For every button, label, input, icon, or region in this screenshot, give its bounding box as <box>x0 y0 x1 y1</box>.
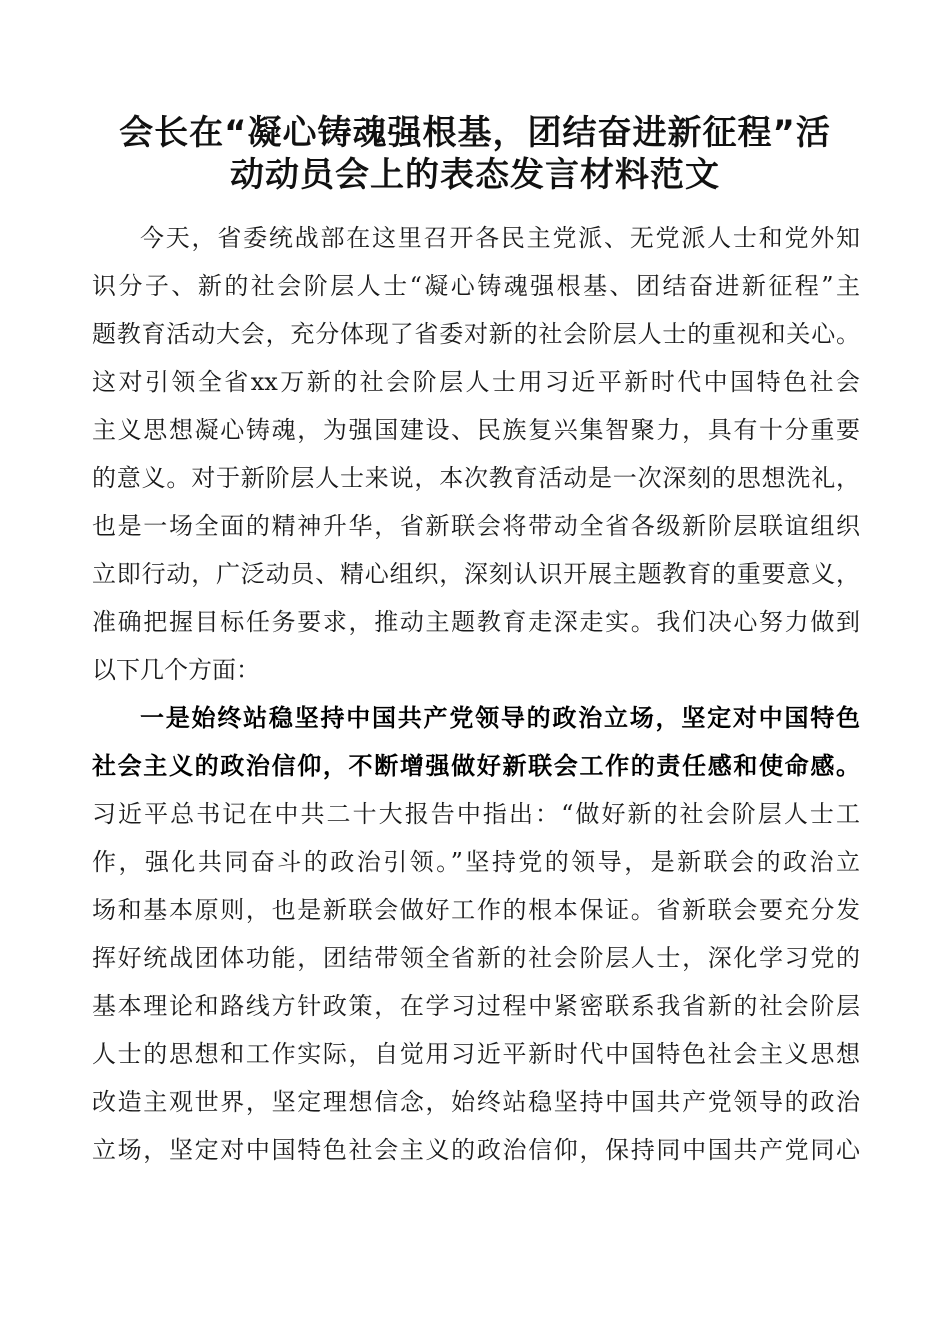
title-line: 会长在“凝心铸魂强根基，团结奋进新征程”活 <box>119 113 831 153</box>
section-heading-line: 社会主义的政治信仰，不断增强做好新联会工作的责任感和使命感。 <box>92 752 860 780</box>
paragraph-line: 以下几个方面： <box>92 656 260 684</box>
paragraph-line: 题教育活动大会，充分体现了省委对新的社会阶层人士的重视和关心。 <box>92 320 860 348</box>
paragraph-line: 准确把握目标任务要求，推动主题教育走深走实。我们决心努力做到 <box>92 608 860 636</box>
paragraph-line: 基本理论和路线方针政策，在学习过程中紧密联系我省新的社会阶层 <box>92 992 860 1020</box>
paragraph-line: 习近平总书记在中共二十大报告中指出：“做好新的社会阶层人士工 <box>92 800 860 828</box>
paragraph-line: 的意义。对于新阶层人士来说，本次教育活动是一次深刻的思想洗礼， <box>92 464 860 492</box>
paragraph-line: 立场，坚定对中国特色社会主义的政治信仰，保持同中国共产党同心 <box>92 1136 860 1164</box>
paragraph-line: 主义思想凝心铸魂，为强国建设、民族复兴集智聚力，具有十分重要 <box>92 416 860 444</box>
document-body <box>92 214 860 1174</box>
paragraph-line: 这对引领全省xx万新的社会阶层人士用习近平新时代中国特色社会 <box>92 368 860 396</box>
document-title <box>60 112 890 196</box>
paragraph-line: 也是一场全面的精神升华，省新联会将带动全省各级新阶层联谊组织 <box>92 512 860 540</box>
paragraph-line: 作，强化共同奋斗的政治引领。”坚持党的领导，是新联会的政治立 <box>92 848 860 876</box>
paragraph-line: 识分子、新的社会阶层人士“凝心铸魂强根基、团结奋进新征程”主 <box>92 272 860 300</box>
paragraph-line: 人士的思想和工作实际，自觉用习近平新时代中国特色社会主义思想 <box>92 1040 860 1068</box>
paragraph-line: 场和基本原则，也是新联会做好工作的根本保证。省新联会要充分发 <box>92 896 860 924</box>
paragraph-line: 改造主观世界，坚定理想信念，始终站稳坚持中国共产党领导的政治 <box>92 1088 860 1116</box>
paragraph-line: 今天，省委统战部在这里召开各民主党派、无党派人士和党外知 <box>140 224 860 252</box>
title-line: 动动员会上的表态发言材料范文 <box>230 155 720 195</box>
paragraph-line: 挥好统战团体功能，团结带领全省新的社会阶层人士，深化学习党的 <box>92 944 860 972</box>
paragraph-line: 立即行动，广泛动员、精心组织，深刻认识开展主题教育的重要意义， <box>92 560 860 588</box>
section-heading-line: 一是始终站稳坚持中国共产党领导的政治立场，坚定对中国特色 <box>140 704 860 732</box>
